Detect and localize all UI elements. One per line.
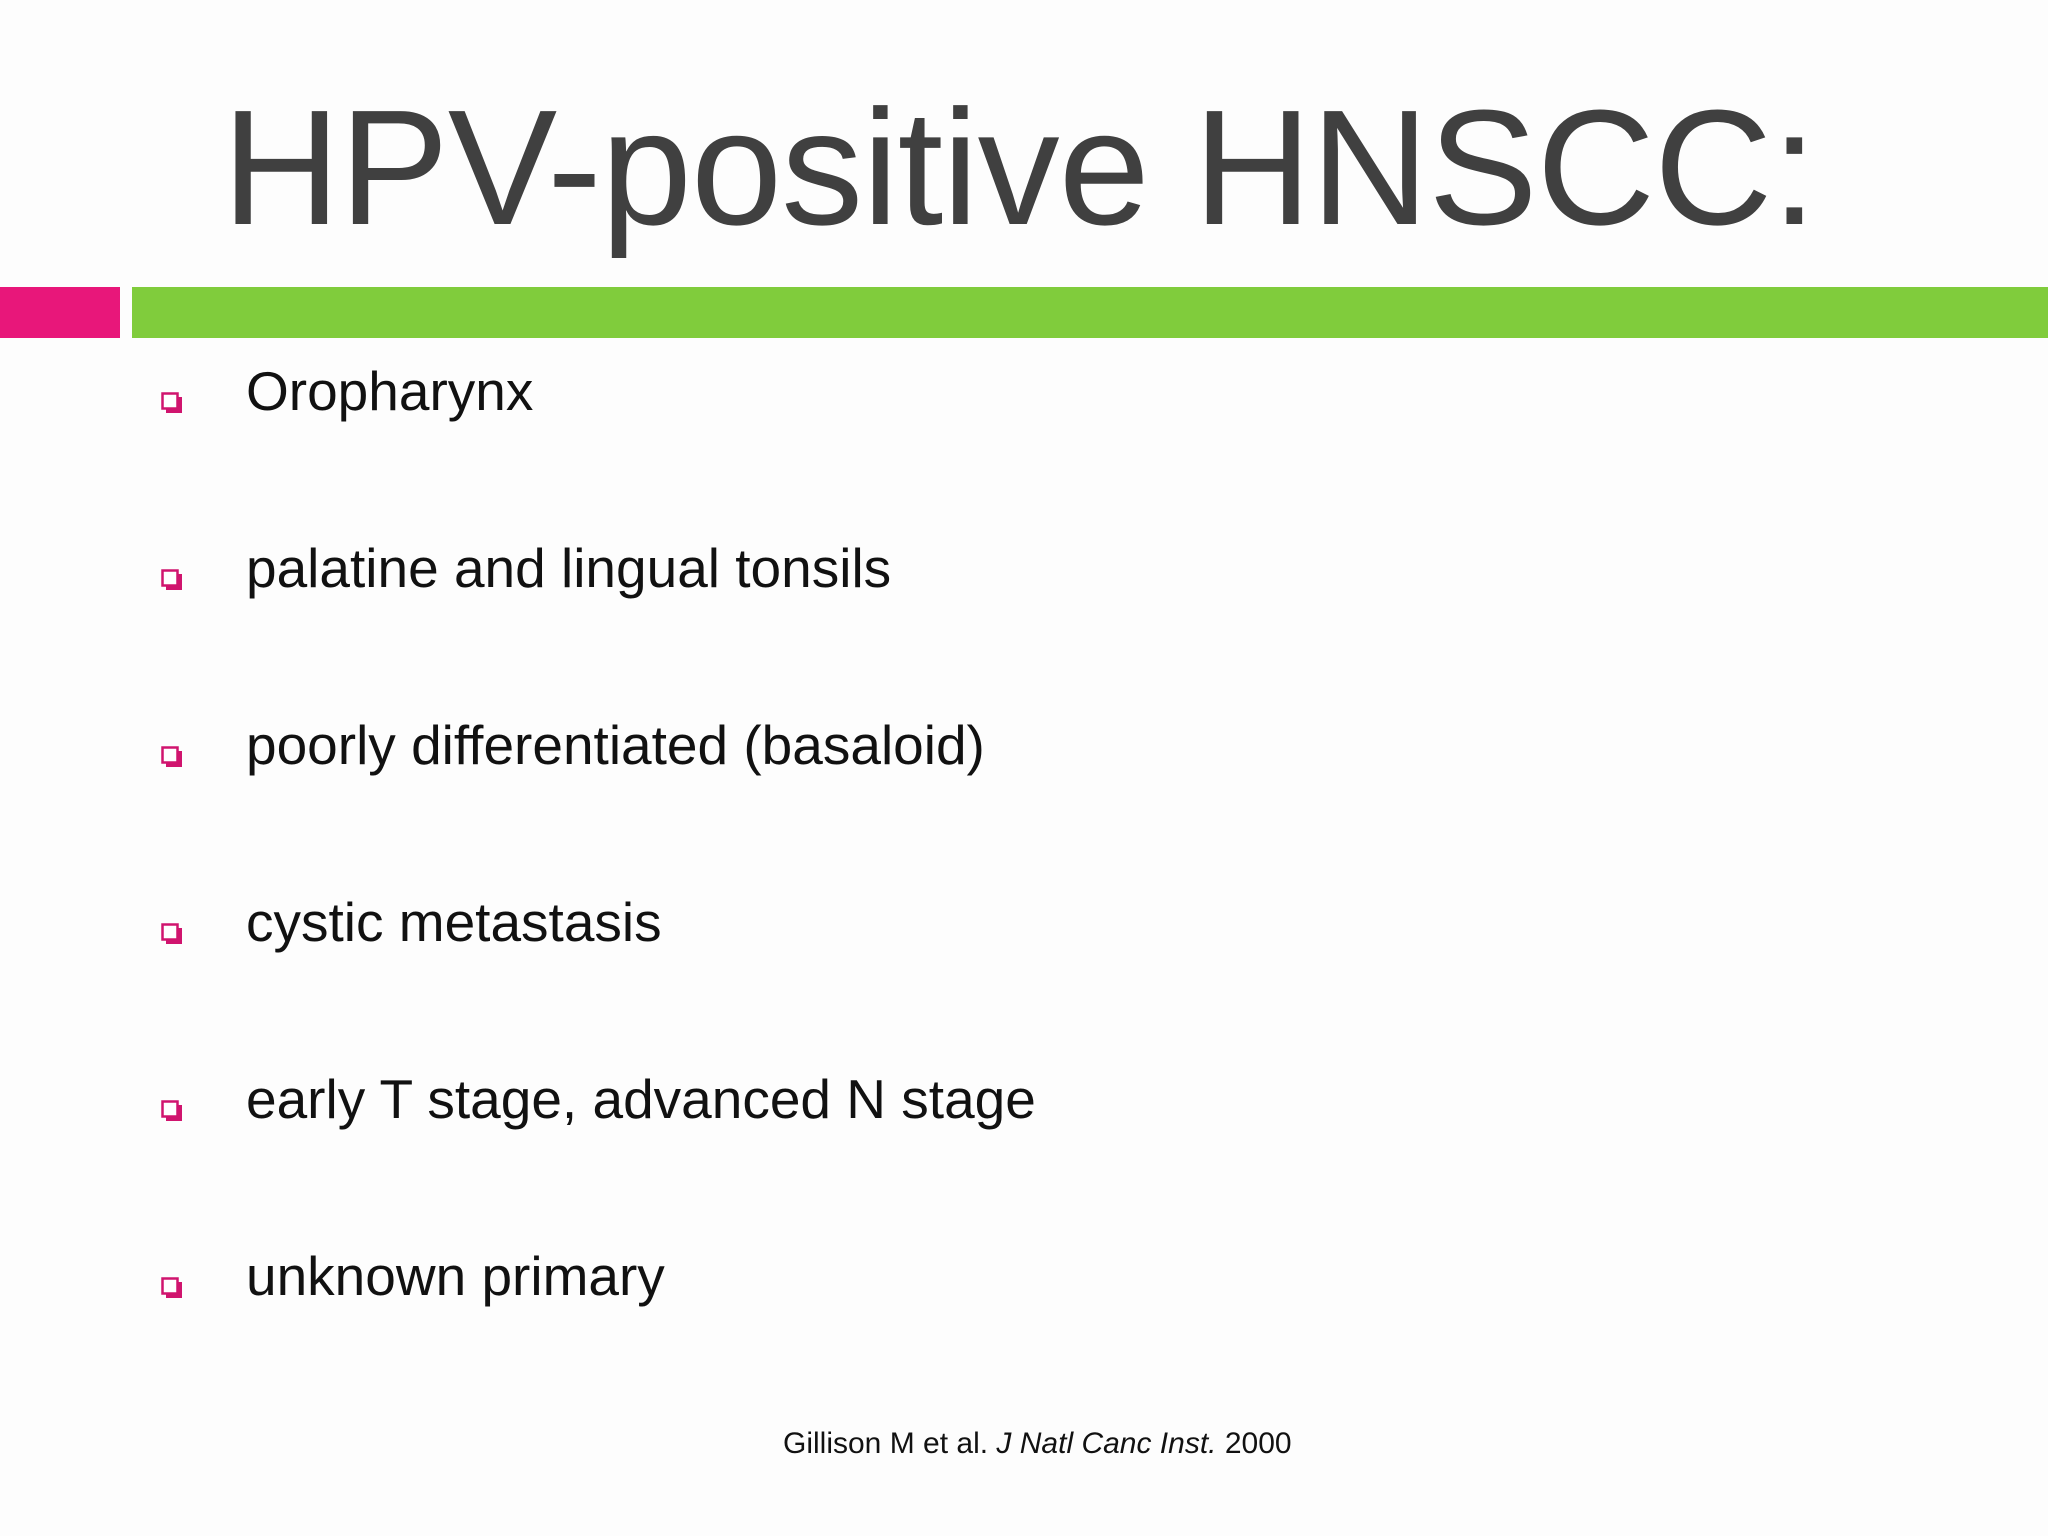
bullet-text: unknown primary — [246, 1245, 665, 1307]
bullet-text: poorly differentiated (basaloid) — [246, 714, 985, 776]
hollow-square-bullet-icon — [160, 1276, 184, 1300]
list-item — [0, 532, 1400, 612]
hollow-square-bullet-icon — [160, 745, 184, 769]
hollow-square-bullet-icon — [160, 922, 184, 946]
list-item — [0, 886, 1400, 966]
citation-journal: J Natl Canc Inst. — [996, 1427, 1217, 1460]
accent-bar-green — [132, 287, 2048, 338]
list-item — [0, 355, 1400, 435]
accent-bar-pink — [0, 287, 120, 338]
list-item — [0, 709, 1400, 789]
bullet-text: cystic metastasis — [246, 891, 662, 953]
hollow-square-bullet-icon — [160, 391, 184, 415]
citation-authors: Gillison M et al. — [783, 1427, 989, 1460]
hollow-square-bullet-icon — [160, 1099, 184, 1123]
list-item — [0, 1063, 1400, 1143]
citation — [783, 1424, 1292, 1464]
slide-title: HPV-positive HNSCC: — [222, 76, 1817, 259]
hollow-square-bullet-icon — [160, 568, 184, 592]
bullet-text: early T stage, advanced N stage — [246, 1068, 1036, 1130]
bullet-text: Oropharynx — [246, 360, 534, 422]
list-item — [0, 1240, 1400, 1320]
bullet-text: palatine and lingual tonsils — [246, 537, 892, 599]
citation-year: 2000 — [1224, 1427, 1292, 1460]
